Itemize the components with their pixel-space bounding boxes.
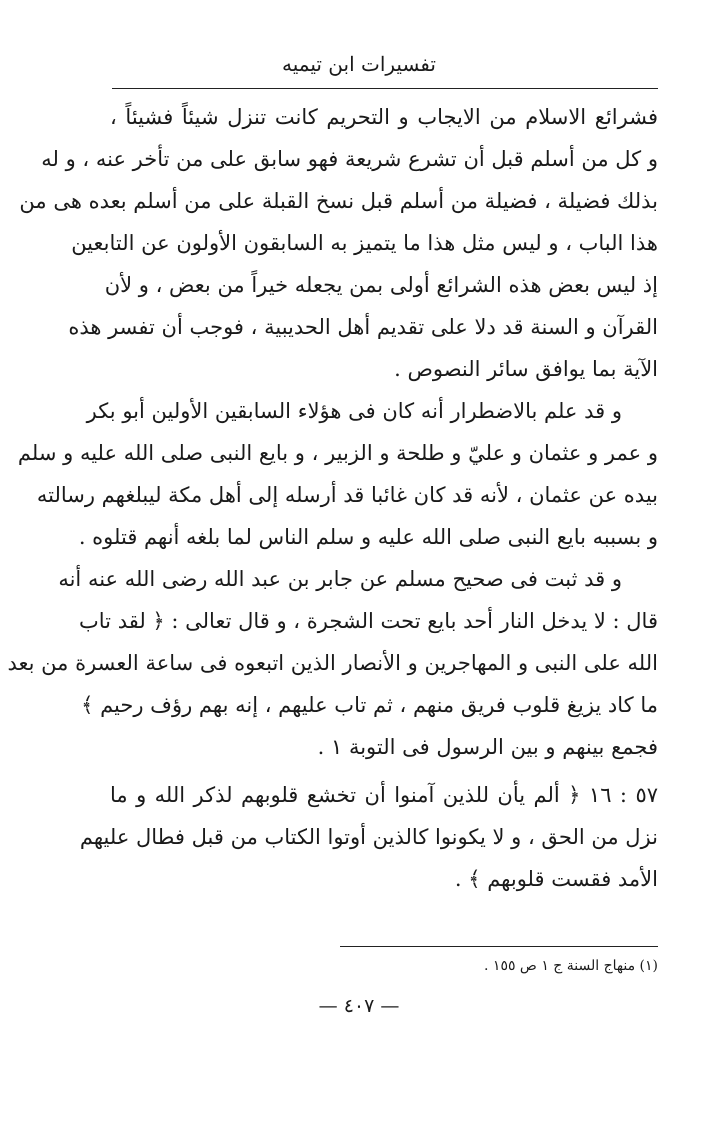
- text-line-9: و عمر و عثمان و عليّ و طلحة و الزبير ، و بايع النبى صلى الله عليه و سلم: [17, 441, 658, 465]
- text-line-8: و قد علم بالاضطرار أنه كان فى هؤلاء السابقين الأولين أبو بكر: [86, 399, 622, 423]
- text-line-11: و بسببه بايع النبى صلى الله عليه و سلم الناس لما بلغه أنهم قتلوه .: [78, 525, 658, 549]
- text-line-3: بذلك فضيلة ، فضيلة من أسلم قبل نسخ القبلة على من أسلم بعده هى من: [19, 189, 658, 213]
- text-line-4: هذا الباب ، و ليس مثل هذا ما يتميز به السابقون الأولون عن التابعين: [71, 231, 658, 255]
- text-line-19: الأمد فقست قلوبهم ﴾ .: [454, 867, 658, 891]
- text-line-16: فجمع بينهم و بين الرسول فى التوبة ١ .: [317, 735, 658, 759]
- text-line-6: القرآن و السنة قد دلا على تقديم أهل الحديبية ، فوجب أن تفسر هذه: [68, 315, 658, 339]
- running-header: تفسيرات ابن تيميه: [282, 52, 436, 76]
- footnote: (١) منهاج السنة ج ١ ص ١٥٥ .: [484, 958, 658, 974]
- text-line-1: فشرائع الاسلام من الايجاب و التحريم كانت تنزل شيئاً فشيئاً ،: [110, 105, 658, 129]
- text-line-14: الله على النبى و المهاجرين و الأنصار الذين اتبعوه فى ساعة العسرة من بعد: [7, 651, 658, 675]
- text-line-10: بيده عن عثمان ، لأنه قد كان غائبا قد أرسله إلى أهل مكة ليبلغهم رسالته: [36, 483, 658, 507]
- page-number: — ٤٠٧ —: [318, 995, 400, 1017]
- text-line-5: إذ ليس بعض هذه الشرائع أولى بمن يجعله خيراً من بعض ، و لأن: [104, 273, 658, 297]
- text-line-2: و كل من أسلم قبل أن تشرع شريعة فهو سابق على من تأخر عنه ، و له: [41, 147, 658, 171]
- footnote-rule: [340, 946, 658, 947]
- text-line-17: ٥٧ : ١٦ ﴿ ألم يأن للذين آمنوا أن تخشع قلوبهم لذكر الله و ما: [110, 783, 659, 807]
- text-line-15: ما كاد يزيغ قلوب فريق منهم ، ثم تاب عليهم ، إنه بهم رؤف رحيم ﴾: [81, 693, 658, 717]
- header-rule: [112, 88, 658, 89]
- text-line-12: و قد ثبت فى صحيح مسلم عن جابر بن عبد الله رضى الله عنه أنه: [58, 567, 622, 591]
- text-line-7: الآية بما يوافق سائر النصوص .: [394, 357, 658, 381]
- text-line-18: نزل من الحق ، و لا يكونوا كالذين أوتوا الكتاب من قبل فطال عليهم: [79, 825, 658, 849]
- text-line-13: قال : لا يدخل النار أحد بايع تحت الشجرة ، و قال تعالى : ﴿ لقد تاب: [79, 609, 658, 633]
- body-text: [7, 96, 659, 900]
